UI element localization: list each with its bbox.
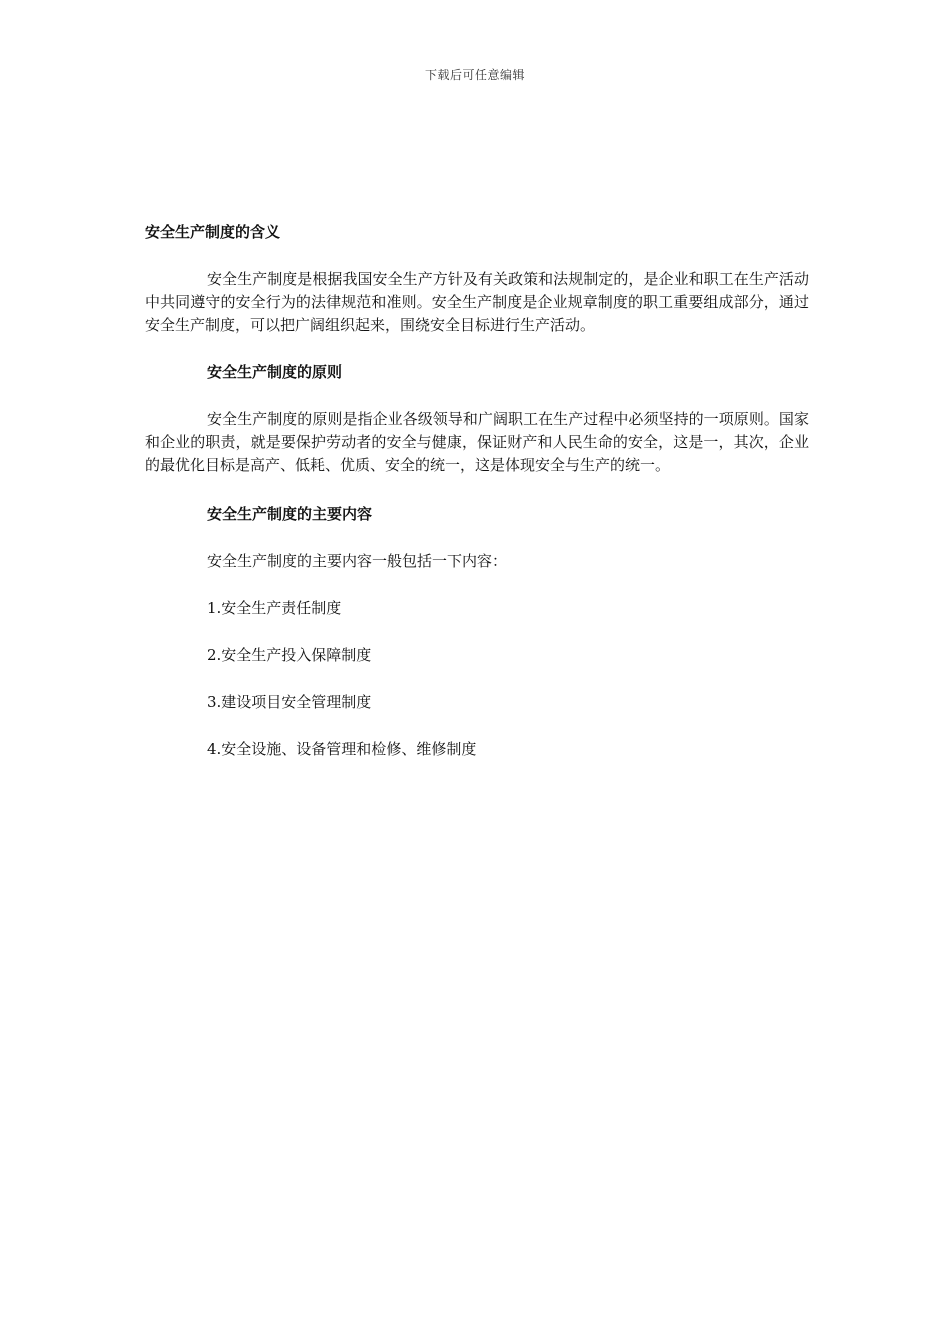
section-body-principle: 安全生产制度的原则是指企业各级领导和广阔职工在生产过程中必须坚持的一项原则。国家和企业的职责，就是要保护劳动者的安全与健康，保证财产和人民生命的安全，这是一，其次，企业的最优化目标是高产、低耗、优质、安全的统一，这是体现安全与生产的统一。 bbox=[145, 410, 809, 474]
list-item: 4.安全设施、设备管理和检修、维修制度 bbox=[207, 740, 477, 758]
section-title-content: 安全生产制度的主要内容 bbox=[207, 505, 373, 523]
list-item: 3.建设项目安全管理制度 bbox=[207, 693, 372, 711]
section-title-meaning: 安全生产制度的含义 bbox=[145, 223, 281, 241]
header-note: 下载后可任意编辑 bbox=[424, 68, 525, 82]
section-body-meaning: 安全生产制度是根据我国安全生产方针及有关政策和法规制定的，是企业和职工在生产活动中共同遵守的安全行为的法律规范和准则。安全生产制度是企业规章制度的职工重要组成部分，通过安全生产制度，可以把广阔组织起来，围绕安全目标进行生产活动。 bbox=[145, 270, 809, 334]
section-title-principle: 安全生产制度的原则 bbox=[207, 363, 343, 381]
list-item: 1.安全生产责任制度 bbox=[207, 599, 342, 617]
document-body bbox=[145, 221, 809, 760]
list-item: 2.安全生产投入保障制度 bbox=[207, 646, 372, 664]
section-intro-content: 安全生产制度的主要内容一般包括一下内容： bbox=[207, 552, 508, 570]
